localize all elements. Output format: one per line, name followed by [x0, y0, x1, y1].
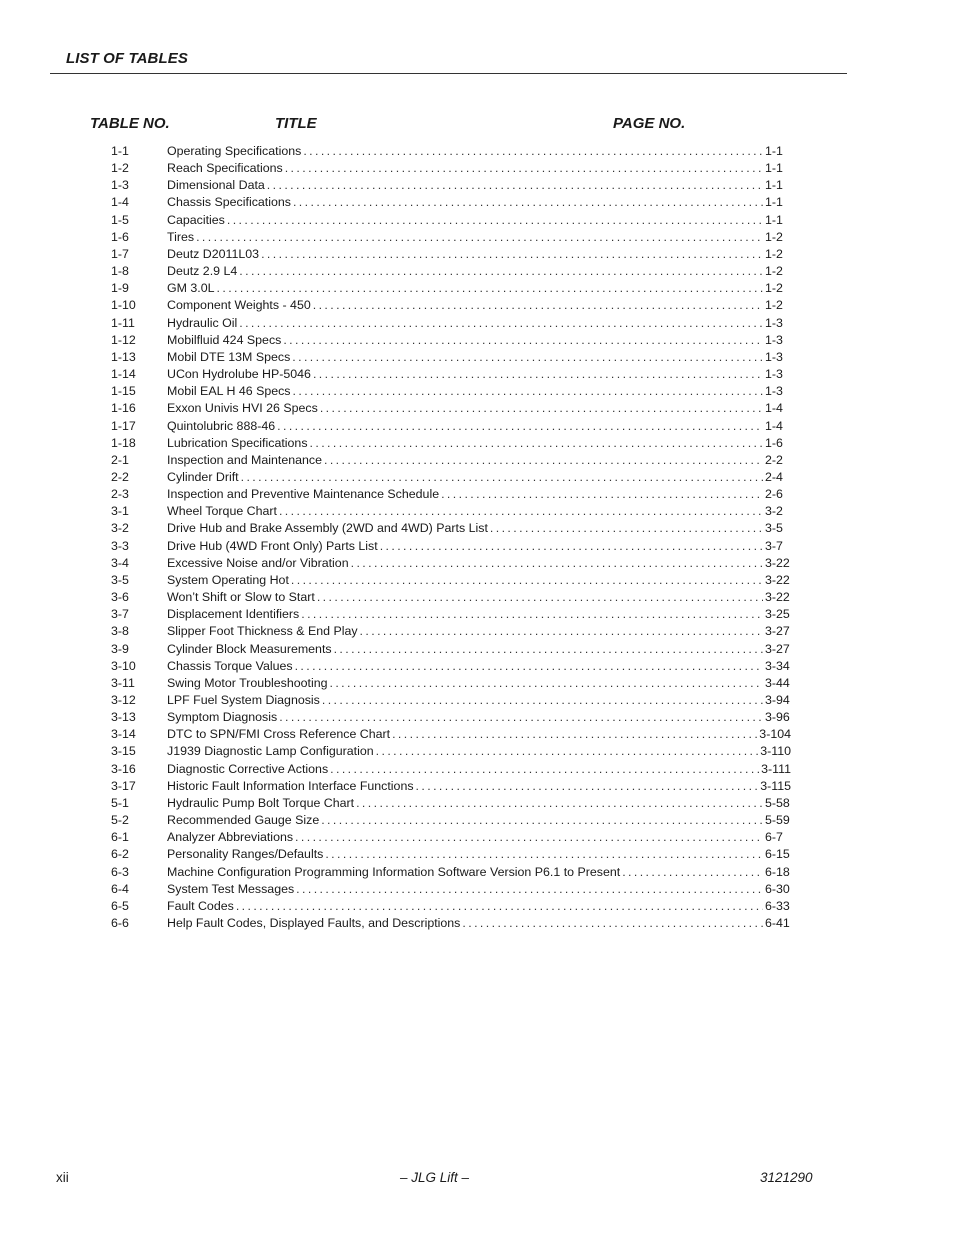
- list-item[interactable]: [111, 520, 791, 537]
- page-number: 1-2: [765, 281, 783, 296]
- list-item[interactable]: [111, 383, 791, 400]
- table-number: 2-1: [111, 452, 129, 467]
- table-number: 1-4: [111, 195, 129, 210]
- dot-leader: [416, 778, 759, 795]
- table-title: Swing Motor Troubleshooting: [167, 675, 329, 692]
- page-number: 1-3: [765, 315, 783, 330]
- list-item[interactable]: [111, 812, 791, 829]
- table-number: 5-1: [111, 795, 129, 810]
- table-title-line: [167, 778, 791, 795]
- table-number: 1-3: [111, 178, 129, 193]
- table-number: 1-5: [111, 212, 129, 227]
- table-title-line: [167, 400, 791, 417]
- list-item[interactable]: [111, 349, 791, 366]
- list-item[interactable]: [111, 898, 791, 915]
- dot-leader: [462, 915, 763, 932]
- table-title: DTC to SPN/FMI Cross Reference Chart: [167, 726, 392, 743]
- table-title: Chassis Specifications: [167, 194, 293, 211]
- table-title: Component Weights - 450: [167, 297, 313, 314]
- table-list: [111, 143, 791, 932]
- dot-leader: [283, 332, 763, 349]
- list-item[interactable]: [111, 846, 791, 863]
- page-number: 5-58: [765, 795, 790, 810]
- dot-leader: [376, 743, 759, 760]
- table-title: Historic Fault Information Interface Functions: [167, 778, 416, 795]
- table-title: Chassis Torque Values: [167, 658, 295, 675]
- table-title: Excessive Noise and/or Vibration: [167, 555, 351, 572]
- list-item[interactable]: [111, 280, 791, 297]
- table-title: Mobilfluid 424 Specs: [167, 332, 283, 349]
- table-title-line: [167, 743, 791, 760]
- table-number: 1-12: [111, 332, 136, 347]
- page-number: 1-2: [765, 298, 783, 313]
- list-item[interactable]: [111, 743, 791, 760]
- table-title: Hydraulic Oil: [167, 315, 239, 332]
- table-title: Drive Hub (4WD Front Only) Parts List: [167, 538, 380, 555]
- table-title: Inspection and Maintenance: [167, 452, 324, 469]
- dot-leader: [317, 589, 763, 606]
- table-number: 1-10: [111, 298, 136, 313]
- table-title: Fault Codes: [167, 898, 236, 915]
- column-header-title: TITLE: [275, 115, 317, 132]
- dot-leader: [241, 469, 763, 486]
- column-header-table-no: TABLE NO.: [90, 115, 170, 132]
- table-number: 3-1: [111, 504, 129, 519]
- table-title-line: [167, 641, 791, 658]
- dot-leader: [196, 229, 763, 246]
- page-number: 1-6: [765, 435, 783, 450]
- page-number: 3-34: [765, 658, 790, 673]
- dot-leader: [261, 246, 763, 263]
- table-title-line: [167, 726, 791, 743]
- page-number: 6-30: [765, 881, 790, 896]
- table-number: 3-11: [111, 675, 135, 690]
- dot-leader: [360, 623, 763, 640]
- list-item[interactable]: [111, 555, 791, 572]
- list-item[interactable]: [111, 538, 791, 555]
- table-title-line: [167, 246, 791, 263]
- table-number: 5-2: [111, 813, 129, 828]
- page-number: 3-115: [760, 778, 791, 793]
- dot-leader: [313, 297, 763, 314]
- list-item[interactable]: [111, 778, 791, 795]
- page-number: 6-15: [765, 847, 790, 862]
- list-item[interactable]: [111, 795, 791, 812]
- page-number: 1-2: [765, 246, 783, 261]
- table-title: UCon Hydrolube HP-5046: [167, 366, 313, 383]
- dot-leader: [356, 795, 763, 812]
- table-title: Wheel Torque Chart: [167, 503, 279, 520]
- table-number: 6-1: [111, 830, 129, 845]
- table-title-line: [167, 881, 791, 898]
- table-title-line: [167, 864, 791, 881]
- list-item[interactable]: [111, 418, 791, 435]
- list-item[interactable]: [111, 761, 791, 778]
- list-item[interactable]: [111, 246, 791, 263]
- page-number: 3-7: [765, 538, 783, 553]
- table-title: Hydraulic Pump Bolt Torque Chart: [167, 795, 356, 812]
- table-number: 6-3: [111, 864, 129, 879]
- list-item[interactable]: [111, 177, 791, 194]
- dot-leader: [227, 212, 763, 229]
- table-number: 3-3: [111, 538, 129, 553]
- list-item[interactable]: [111, 332, 791, 349]
- table-title-line: [167, 658, 791, 675]
- page-number: 1-1: [765, 144, 783, 158]
- table-title-line: [167, 829, 791, 846]
- table-title: Dimensional Data: [167, 177, 267, 194]
- dot-leader: [313, 366, 763, 383]
- table-title: System Operating Hot: [167, 572, 291, 589]
- page-number: 3-44: [765, 675, 790, 690]
- table-title: System Test Messages: [167, 881, 296, 898]
- table-title-line: [167, 418, 791, 435]
- dot-leader: [296, 881, 763, 898]
- dot-leader: [279, 503, 763, 520]
- table-title: Displacement Identifiers: [167, 606, 301, 623]
- table-title-line: [167, 812, 791, 829]
- dot-leader: [277, 418, 763, 435]
- page-number: 1-4: [765, 401, 783, 416]
- dot-leader: [295, 658, 763, 675]
- page-number: 1-1: [765, 161, 783, 176]
- table-title-line: [167, 846, 791, 863]
- page-number: 1-1: [765, 178, 783, 193]
- dot-leader: [295, 829, 763, 846]
- list-item[interactable]: [111, 229, 791, 246]
- table-number: 2-3: [111, 487, 129, 502]
- table-title-line: [167, 160, 791, 177]
- list-item[interactable]: [111, 864, 791, 881]
- table-title-line: [167, 555, 791, 572]
- table-title-line: [167, 349, 791, 366]
- list-item[interactable]: [111, 194, 791, 211]
- table-title: Mobil DTE 13M Specs: [167, 349, 292, 366]
- page-number: 3-2: [765, 504, 783, 519]
- table-title: Capacities: [167, 212, 227, 229]
- page-number: 3-22: [765, 590, 790, 605]
- page-number: 1-1: [765, 212, 783, 227]
- table-title-line: [167, 486, 791, 503]
- footer-publisher: – JLG Lift –: [400, 1170, 470, 1185]
- table-number: 6-6: [111, 916, 129, 931]
- dot-leader: [329, 675, 763, 692]
- page-number: 6-41: [765, 916, 790, 931]
- table-title-line: [167, 452, 791, 469]
- list-item[interactable]: [111, 606, 791, 623]
- table-title: Quintolubric 888-46: [167, 418, 277, 435]
- table-title-line: [167, 709, 791, 726]
- table-number: 1-9: [111, 281, 129, 296]
- table-title: Symptom Diagnosis: [167, 709, 279, 726]
- table-title: Drive Hub and Brake Assembly (2WD and 4WD) Parts List: [167, 520, 490, 537]
- dot-leader: [490, 520, 763, 537]
- dot-leader: [320, 400, 763, 417]
- table-number: 1-17: [111, 418, 136, 433]
- table-title: LPF Fuel System Diagnosis: [167, 692, 322, 709]
- table-title: Recommended Gauge Size: [167, 812, 321, 829]
- list-item[interactable]: [111, 658, 791, 675]
- list-item[interactable]: [111, 160, 791, 177]
- table-title-line: [167, 194, 791, 211]
- dot-leader: [322, 692, 763, 709]
- table-title-line: [167, 315, 791, 332]
- page-number: 3-110: [760, 744, 791, 759]
- page-number: 3-27: [765, 624, 790, 639]
- list-item[interactable]: [111, 726, 791, 743]
- dot-leader: [392, 726, 757, 743]
- table-number: 3-5: [111, 572, 129, 587]
- footer-page-number: xii: [56, 1170, 69, 1185]
- table-number: 1-13: [111, 349, 136, 364]
- page-number: 1-2: [765, 229, 783, 244]
- table-title-line: [167, 692, 791, 709]
- table-title: Lubrication Specifications: [167, 435, 310, 452]
- page-number: 3-27: [765, 641, 790, 656]
- dot-leader: [285, 160, 763, 177]
- table-number: 3-6: [111, 590, 129, 605]
- page-number: 6-7: [765, 830, 783, 845]
- table-title-line: [167, 383, 791, 400]
- page-number: 3-25: [765, 607, 790, 622]
- page-number: 3-96: [765, 710, 790, 725]
- page-number: 2-4: [765, 469, 783, 484]
- table-title-line: [167, 469, 791, 486]
- table-title: J1939 Diagnostic Lamp Configuration: [167, 743, 376, 760]
- dot-leader: [293, 383, 763, 400]
- table-title-line: [167, 606, 791, 623]
- page-number: 3-104: [759, 727, 791, 742]
- table-title: GM 3.0L: [167, 280, 217, 297]
- list-item[interactable]: [111, 452, 791, 469]
- table-number: 3-9: [111, 641, 129, 656]
- table-title: Mobil EAL H 46 Specs: [167, 383, 293, 400]
- table-title-line: [167, 143, 791, 160]
- table-number: 6-5: [111, 898, 129, 913]
- dot-leader: [239, 263, 763, 280]
- table-title: Exxon Univis HVI 26 Specs: [167, 400, 320, 417]
- page-number: 2-2: [765, 452, 783, 467]
- table-title-line: [167, 229, 791, 246]
- dot-leader: [291, 572, 763, 589]
- table-title-line: [167, 263, 791, 280]
- footer-doc-number: 3121290: [760, 1170, 813, 1185]
- table-title: Inspection and Preventive Maintenance Schedule: [167, 486, 441, 503]
- list-item[interactable]: [111, 675, 791, 692]
- table-title: Deutz D2011L03: [167, 246, 261, 263]
- table-title-line: [167, 538, 791, 555]
- table-number: 1-8: [111, 264, 129, 279]
- dot-leader: [303, 143, 763, 160]
- dot-leader: [334, 641, 763, 658]
- dot-leader: [267, 177, 763, 194]
- list-item[interactable]: [111, 623, 791, 640]
- table-number: 1-6: [111, 229, 129, 244]
- dot-leader: [279, 709, 763, 726]
- table-number: 3-2: [111, 521, 129, 536]
- table-title-line: [167, 280, 791, 297]
- dot-leader: [380, 538, 763, 555]
- table-title: Won’t Shift or Slow to Start: [167, 589, 317, 606]
- dot-leader: [301, 606, 763, 623]
- table-number: 1-1: [111, 144, 129, 158]
- list-item[interactable]: [111, 400, 791, 417]
- list-item[interactable]: [111, 709, 791, 726]
- list-item[interactable]: [111, 315, 791, 332]
- dot-leader: [321, 812, 763, 829]
- table-number: 3-14: [111, 727, 136, 742]
- list-item[interactable]: [111, 263, 791, 280]
- dot-leader: [325, 846, 763, 863]
- list-item[interactable]: [111, 469, 791, 486]
- page-number: 1-4: [765, 418, 783, 433]
- table-title: Tires: [167, 229, 196, 246]
- dot-leader: [239, 315, 763, 332]
- table-title: Help Fault Codes, Displayed Faults, and Descriptions: [167, 915, 462, 932]
- dot-leader: [324, 452, 763, 469]
- table-number: 3-10: [111, 658, 136, 673]
- table-title: Slipper Foot Thickness & End Play: [167, 623, 360, 640]
- table-number: 3-15: [111, 744, 136, 759]
- dot-leader: [330, 761, 759, 778]
- table-title-line: [167, 915, 791, 932]
- list-item[interactable]: [111, 692, 791, 709]
- table-title: Cylinder Block Measurements: [167, 641, 334, 658]
- list-item[interactable]: [111, 503, 791, 520]
- table-title-line: [167, 503, 791, 520]
- table-title-line: [167, 589, 791, 606]
- page-number: 6-33: [765, 898, 790, 913]
- table-number: 1-2: [111, 161, 129, 176]
- dot-leader: [622, 864, 763, 881]
- table-title-line: [167, 212, 791, 229]
- page-number: 1-3: [765, 384, 783, 399]
- list-item[interactable]: [111, 915, 791, 932]
- list-item[interactable]: [111, 366, 791, 383]
- table-title: Machine Configuration Programming Information Software Version P6.1 to Present: [167, 864, 622, 881]
- list-item[interactable]: [111, 435, 791, 452]
- list-item[interactable]: [111, 486, 791, 503]
- table-title-line: [167, 675, 791, 692]
- list-item[interactable]: [111, 829, 791, 846]
- table-title-line: [167, 761, 791, 778]
- dot-leader: [292, 349, 763, 366]
- dot-leader: [217, 280, 763, 297]
- table-title: Reach Specifications: [167, 160, 285, 177]
- list-item[interactable]: [111, 881, 791, 898]
- page-number: 1-3: [765, 332, 783, 347]
- table-title: Personality Ranges/Defaults: [167, 846, 325, 863]
- table-number: 1-14: [111, 367, 136, 382]
- page-header-title: LIST OF TABLES: [66, 50, 188, 67]
- page-number: 5-59: [765, 813, 790, 828]
- list-item[interactable]: [111, 641, 791, 658]
- page-number: 3-22: [765, 572, 790, 587]
- table-title-line: [167, 297, 791, 314]
- table-title-line: [167, 898, 791, 915]
- list-item[interactable]: [111, 212, 791, 229]
- table-number: 2-2: [111, 469, 129, 484]
- page-number: 1-1: [765, 195, 783, 210]
- table-number: 3-7: [111, 607, 129, 622]
- table-title-line: [167, 435, 791, 452]
- table-title: Diagnostic Corrective Actions: [167, 761, 330, 778]
- table-title: Analyzer Abbreviations: [167, 829, 295, 846]
- table-number: 1-7: [111, 246, 129, 261]
- table-number: 1-11: [111, 315, 135, 330]
- page-number: 3-5: [765, 521, 783, 536]
- table-number: 3-12: [111, 693, 136, 707]
- dot-leader: [351, 555, 763, 572]
- page-number: 3-94: [765, 693, 790, 707]
- table-title-line: [167, 795, 791, 812]
- table-number: 3-13: [111, 710, 136, 725]
- table-title: Deutz 2.9 L4: [167, 263, 239, 280]
- dot-leader: [236, 898, 763, 915]
- table-number: 1-15: [111, 384, 136, 399]
- table-number: 3-17: [111, 778, 136, 793]
- table-title-line: [167, 177, 791, 194]
- dot-leader: [310, 435, 763, 452]
- table-number: 6-2: [111, 847, 129, 862]
- table-number: 3-4: [111, 555, 129, 570]
- table-number: 3-8: [111, 624, 129, 639]
- table-number: 1-18: [111, 435, 136, 450]
- column-header-page-no: PAGE NO.: [613, 115, 686, 132]
- list-item[interactable]: [111, 143, 791, 160]
- table-number: 3-16: [111, 761, 136, 776]
- table-title: Operating Specifications: [167, 143, 303, 160]
- list-item[interactable]: [111, 589, 791, 606]
- table-title-line: [167, 520, 791, 537]
- page-number: 1-3: [765, 349, 783, 364]
- table-title-line: [167, 572, 791, 589]
- page-number: 2-6: [765, 487, 783, 502]
- header-rule: [50, 73, 847, 74]
- page-number: 3-111: [761, 761, 791, 776]
- page-number: 6-18: [765, 864, 790, 879]
- page-number: 1-2: [765, 264, 783, 279]
- table-title: Cylinder Drift: [167, 469, 241, 486]
- dot-leader: [441, 486, 763, 503]
- list-item[interactable]: [111, 297, 791, 314]
- table-number: 1-16: [111, 401, 136, 416]
- list-item[interactable]: [111, 572, 791, 589]
- table-number: 6-4: [111, 881, 129, 896]
- page-number: 1-3: [765, 367, 783, 382]
- table-title-line: [167, 366, 791, 383]
- page-number: 3-22: [765, 555, 790, 570]
- table-title-line: [167, 623, 791, 640]
- table-title-line: [167, 332, 791, 349]
- dot-leader: [293, 194, 763, 211]
